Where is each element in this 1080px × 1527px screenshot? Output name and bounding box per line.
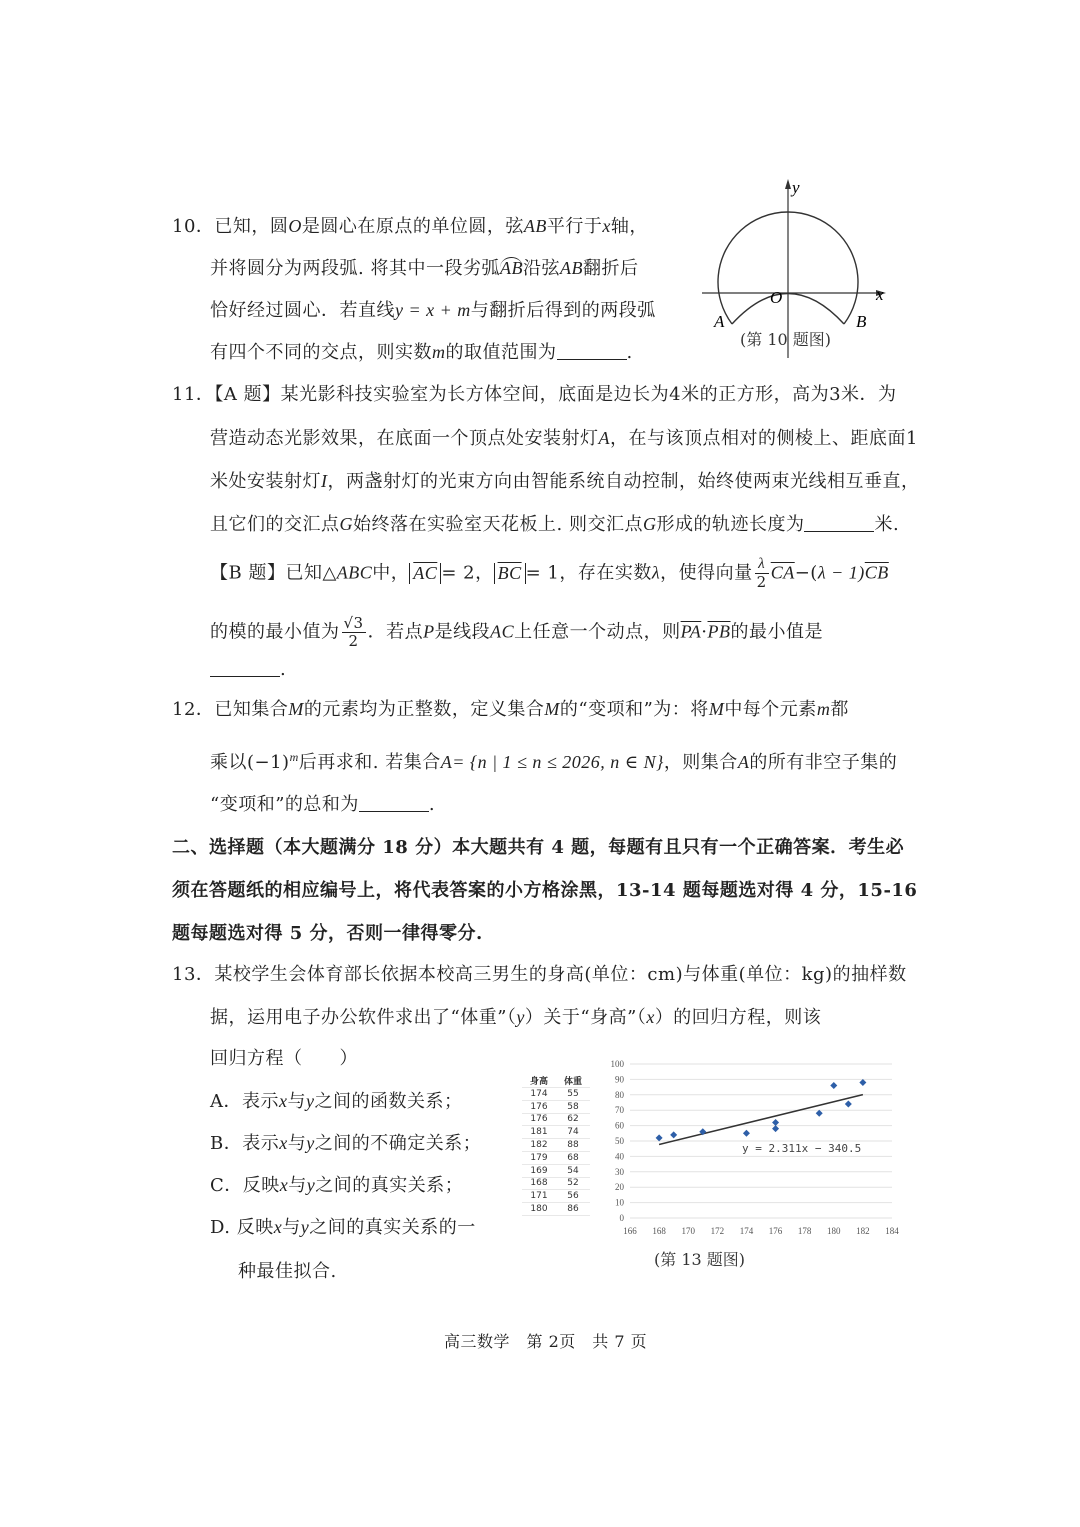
q13-figure-caption: (第 13 题图) [654,1250,746,1269]
y-tick-label: 40 [615,1151,624,1162]
answer-blank [359,793,429,812]
table-row: 168 52 [522,1177,590,1190]
q10-line-3: 恰好经过圆心．若直线y = x + m与翻折后得到的两段弧 [210,300,656,321]
y-tick-label: 50 [615,1136,624,1146]
q11-b-line-1: 【B 题】已知△ABC中， $\overline{AC} = 2$， $\overline{BC} = 1$，存在实数λ，使得向量 $\frac{\lambda}{2}$ $\overline{CA}-(\lambda - 1)\overline{CB}$ [210,556,889,591]
q11-line-3: 米处安装射灯I，两盏射灯的光束方向由智能系统自动控制，始终使两束光线相互垂直， [210,471,920,492]
x-tick-label: 170 [681,1226,695,1236]
fig10-point-a: A [714,312,725,331]
y-tick-label: 30 [615,1166,624,1177]
answer-blank [804,513,874,532]
section2-line-1: 二、选择题（本大题满分 18 分）本大题共有 4 题，每题有且只有一个正确答案．考生必 [172,837,905,858]
page-footer: 高三数学 第 2页 共 7 页 [444,1332,648,1351]
fig10-x-label: x [876,285,884,304]
table-row: 176 58 [522,1100,590,1113]
y-tick-label: 20 [615,1182,624,1193]
table-row: 171 56 [522,1190,590,1203]
y-tick-label: 60 [615,1120,624,1131]
fig10-y-label: y [792,178,800,197]
table-row: 169 54 [522,1164,590,1177]
q10-figure-caption: (第 10 题图) [740,330,832,349]
y-tick-label: 80 [615,1089,624,1100]
q10-line-4: 有四个不同的交点，则实数m的取值范围为 . [210,342,633,363]
q13-option-b: B．表示x与y之间的不确定关系； [210,1133,482,1154]
x-tick-label: 184 [885,1226,899,1236]
q13-line-3: 回归方程（ ） [210,1048,358,1069]
q13-scatter-chart [596,1054,908,1242]
x-tick-label: 182 [856,1226,870,1236]
q13-data-table [522,1074,590,1216]
table-header: 体重 [556,1074,590,1088]
answer-blank [210,658,280,677]
q11-b-line-3: . [210,658,286,682]
q12-line-1: 12．已知集合M的元素均为正整数，定义集合M的“变项和”为：将M中每个元素m都 [172,699,849,720]
section2-line-3: 题每题选对得 5 分，否则一律得零分. [172,923,483,944]
q13-option-d: D. 反映x与y之间的真实关系的一 [210,1217,476,1238]
q13-line-2: 据，运用电子办公软件求出了“体重”（y）关于“身高”（x）的回归方程，则该 [210,1007,822,1028]
q11-b-line-2: 的模的最小值为 $\frac{√3}{2}$ ．若点P是线段AC上任意一个动点，则$\overline{PA}\cdot\overline{PB}$的最小值是 [210,614,824,650]
q11-line-1: 11．【A 题】某光影科技实验室为长方体空间，底面是边长为4米的正方形，高为3米．为 [172,384,897,405]
x-tick-label: 174 [739,1226,754,1236]
table-header: 身高 [522,1074,556,1088]
table-row: 176 62 [522,1113,590,1126]
q11-line-4: 且它们的交汇点G始终落在实验室天花板上. 则交汇点G形成的轨迹长度为 米. [210,514,900,535]
q10-line-1: 10．已知，圆O是圆心在原点的单位圆，弦AB平行于x轴， [172,216,648,237]
table-row: 182 88 [522,1139,590,1152]
y-tick-label: 10 [615,1197,624,1208]
q10-line-2: 并将圆分为两段弧. 将其中一段劣弧AB沿弦AB翻折后 [210,258,639,279]
q12-line-2: 乘以$(-1)^m$后再求和. 若集合A= {n | 1 ≤ n ≤ 2026, n ∈ N}，则集合A的所有非空子集的 [210,750,898,773]
table-row: 179 68 [522,1151,590,1164]
section2-line-2: 须在答题纸的相应编号上，将代表答案的小方格涂黑，13-14 题每题选对得 4 分，15-16 [172,880,918,901]
q12-line-3: “变项和”的总和为 . [210,794,436,815]
x-tick-label: 176 [768,1226,783,1236]
q13-option-d-cont: 种最佳拟合. [238,1261,337,1282]
q13-option-c: C．反映x与y之间的真实关系； [210,1175,464,1196]
q13-line-1: 13．某校学生会体育部长依据本校高三男生的身高(单位：cm)与体重(单位：kg)的抽样数 [172,964,907,985]
x-tick-label: 178 [797,1226,812,1236]
answer-blank [557,341,627,360]
table-row: 180 86 [522,1203,590,1216]
x-tick-label: 166 [623,1226,637,1236]
x-tick-label: 168 [652,1226,666,1236]
y-tick-label: 70 [615,1105,624,1116]
fig10-point-b: B [856,312,867,331]
table-row: 174 55 [522,1088,590,1101]
y-tick-label: 90 [615,1074,624,1085]
x-tick-label: 172 [710,1226,725,1236]
q11-line-2: 营造动态光影效果，在底面一个顶点处安装射灯A，在与该顶点相对的侧棱上、距底面1 [210,428,918,449]
x-tick-label: 180 [827,1226,841,1236]
table-row: 181 74 [522,1126,590,1139]
regression-equation-label: y = 2.311x − 340.5 [742,1142,862,1155]
y-tick-label: 100 [610,1059,624,1069]
y-tick-label: 0 [619,1213,624,1223]
fig10-origin-label: O [770,288,783,307]
q13-option-a: A．表示x与y之间的函数关系； [210,1091,463,1112]
